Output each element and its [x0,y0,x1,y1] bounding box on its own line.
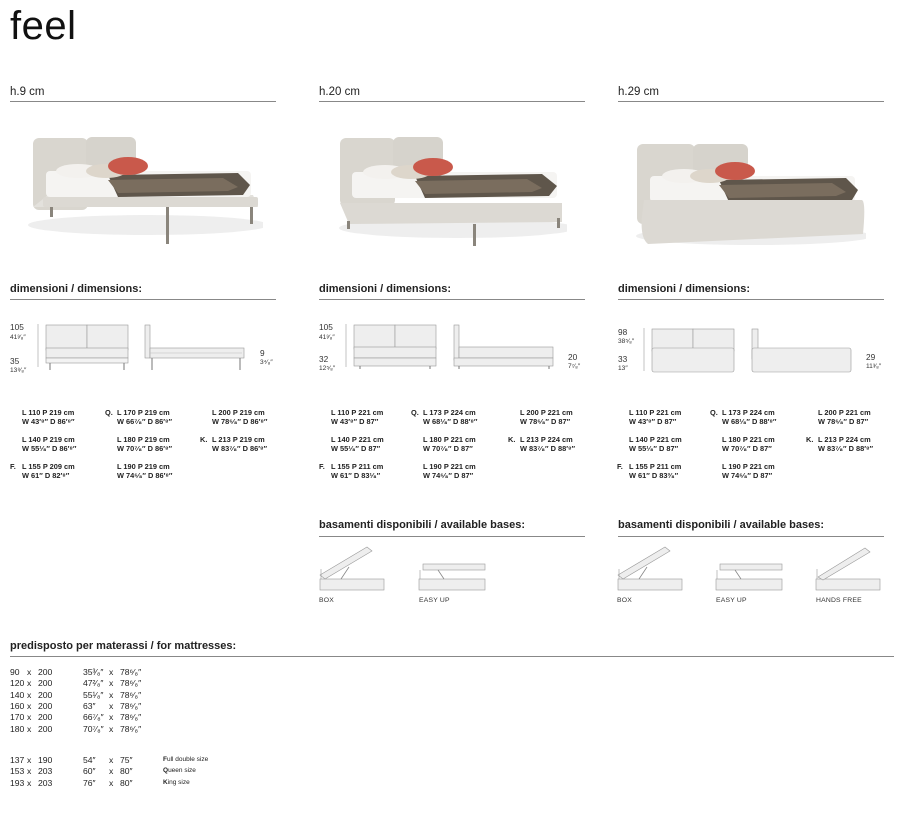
times-sign: x [27,689,32,700]
base-hands-free-icon [815,545,883,593]
size-item: L 200 P 219 cm W 78⁶⁄₈″ D 86′⁸″ [212,408,268,426]
size-item: L 190 P 221 cm W 74⁶⁄₈″ D 87″ [722,462,775,480]
base-cm: 35 [10,356,20,366]
size-item: Q. L 173 P 224 cm W 68¹⁄₈″ D 88′⁸″ [710,408,777,426]
divider [618,101,884,102]
dimensions-title-h9: dimensioni / dimensions: [10,283,143,295]
size-item: L 140 P 221 cm W 55¹⁄₈″ D 87″ [331,435,384,453]
column-title-h29: h.29 cm [618,86,659,98]
base-box-icon [319,545,387,593]
front-elevation-drawing [342,322,442,374]
dimensions-title-h20: dimensioni / dimensions: [319,283,452,295]
size-item: F. L 155 P 211 cm W 61″ D 83³⁄₈″ [617,462,682,480]
size-item: L 180 P 221 cm W 70⁷⁄₈″ D 87″ [423,435,476,453]
size-item: L 140 P 219 cm W 55¹⁄₈″ D 86′⁸″ [22,435,77,453]
times-sign: x [109,712,114,723]
size-item: L 180 P 219 cm W 70⁷⁄₈″ D 86′⁸″ [117,435,173,453]
times-sign: x [27,712,32,723]
mattress-width-in: 54″ [83,755,96,765]
mattress-width-in: 35³⁄₈″ [83,667,104,677]
base-box-icon [617,545,685,593]
mattress-length-in: 78⁶⁄₈″ [120,712,142,723]
foot-in: 11³⁄₈″ [866,363,882,370]
times-sign: x [109,700,114,711]
mattress-size-note [163,767,196,774]
base-easy-up-icon [418,560,486,593]
mattress-length-in: 75″ [120,755,133,765]
foot-cm: 9 [260,348,265,358]
size-item: L 140 P 221 cm W 55¹⁄₈″ D 87″ [629,435,682,453]
times-sign: x [109,723,114,734]
size-item: L 190 P 219 cm W 74⁶⁄₈″ D 86′⁸″ [117,462,173,480]
mattress-width-cm: 193 [10,777,25,788]
size-item: L 180 P 221 cm W 70⁷⁄₈″ D 87″ [722,435,775,453]
mattress-length-in: 78⁶⁄₈″ [120,723,142,734]
front-elevation-drawing [640,326,740,376]
mattress-width-cm: 180 [10,723,25,734]
mattress-width-cm: 140 [10,689,25,700]
mattress-width-in: 60″ [83,766,96,777]
foot-in: 7⁷⁄₈″ [568,363,581,370]
mattress-size-rest: ing size [167,778,190,786]
mattress-width-cm: 137 [10,755,25,765]
mattress-width-in: 55¹⁄₈″ [83,689,104,700]
bases-title-h20: basamenti disponibili / available bases: [319,519,526,531]
side-elevation-drawing [142,322,252,374]
mattress-width-cm: 153 [10,766,25,777]
times-sign: x [27,766,32,777]
mattress-length-in: 78⁶⁄₈″ [120,667,142,677]
divider [319,536,585,537]
size-item: F. L 155 P 209 cm W 61″ D 82′⁸″ [10,462,75,480]
times-sign: x [27,678,32,689]
foot-cm: 20 [568,352,578,362]
base-label-box: BOX [617,597,632,604]
mattresses-title: predisposto per materassi / for mattresses: [10,640,237,652]
base-cm: 33 [618,354,628,364]
bed-photo-h29 [634,138,866,250]
mattress-length-cm: 190 [38,755,53,765]
times-sign: x [109,755,114,765]
mattress-width-cm: 160 [10,700,25,711]
size-item: Q. L 170 P 219 cm W 66⁷⁄₈″ D 86′⁸″ [105,408,173,426]
divider [10,299,276,300]
mattress-width-in: 66⁷⁄₈″ [83,712,104,723]
times-sign: x [109,689,114,700]
mattress-length-in: 78⁶⁄₈″ [120,700,142,711]
brand-title: feel [10,4,77,48]
bases-title-h29: basamenti disponibili / available bases: [618,519,825,531]
height-cm: 98 [618,327,628,337]
height-cm: 105 [319,322,333,332]
mattress-width-in: 47²⁄₈″ [83,678,104,689]
mattress-length-cm: 200 [38,667,53,677]
base-in: 12⁵⁄₈″ [319,365,336,372]
mattress-size-initial: F [163,756,167,763]
bed-photo-h9 [28,125,263,247]
times-sign: x [109,777,114,788]
front-elevation-drawing [34,322,134,374]
height-cm: 105 [10,322,24,332]
foot-in: 3⁴⁄₈″ [260,359,273,366]
base-label-easy-up: EASY UP [716,597,747,604]
base-easy-up-icon [715,560,783,593]
height-in: 41³⁄₈″ [10,334,26,341]
times-sign: x [27,777,32,788]
mattress-length-cm: 200 [38,723,53,734]
foot-cm: 29 [866,352,876,362]
size-item: Q. L 173 P 224 cm W 68¹⁄₈″ D 88′⁸″ [411,408,478,426]
mattress-size-initial: K [163,778,168,786]
base-cm: 32 [319,354,329,364]
bed-photo-h20 [337,128,567,250]
mattress-length-cm: 203 [38,766,53,777]
mattress-width-in: 63″ [83,700,96,711]
times-sign: x [27,667,32,677]
base-label-hands-free: HANDS FREE [816,597,862,604]
mattress-width-cm: 120 [10,678,25,689]
mattress-length-cm: 200 [38,700,53,711]
divider [618,299,884,300]
mattress-width-cm: 90 [10,667,20,677]
mattress-table [10,667,310,797]
size-item: K. L 213 P 224 cm W 83⁷⁄₈″ D 88′⁸″ [806,435,874,453]
times-sign: x [27,755,32,765]
size-item: L 190 P 221 cm W 74⁶⁄₈″ D 87″ [423,462,476,480]
size-item: L 200 P 221 cm W 78⁶⁄₈″ D 87″ [818,408,871,426]
mattress-width-in: 76″ [83,777,96,788]
size-item: K. L 213 P 219 cm W 83⁷⁄₈″ D 86′⁸″ [200,435,268,453]
base-label-box: BOX [319,597,334,604]
base-in: 13″ [618,365,628,372]
base-in: 13⁸⁄₈″ [10,367,27,374]
mattress-length-cm: 200 [38,678,53,689]
mattress-size-rest: ueen size [168,767,196,775]
mattress-length-in: 78⁶⁄₈″ [120,678,142,689]
divider [319,101,585,102]
size-list-h29 [617,409,900,489]
times-sign: x [109,766,114,777]
mattress-size-note [163,779,190,786]
mattress-length-cm: 200 [38,712,53,723]
mattress-length-in: 80″ [120,777,133,788]
size-item: L 110 P 219 cm W 43′⁸″ D 86′⁸″ [22,408,75,426]
height-in: 41³⁄₈″ [319,334,335,341]
size-item: K. L 213 P 224 cm W 83⁷⁄₈″ D 88′⁸″ [508,435,576,453]
size-list-h9 [10,409,290,489]
divider [319,299,585,300]
base-label-easy-up: EASY UP [419,597,450,604]
divider [618,536,884,537]
size-item: L 110 P 221 cm W 43′⁸″ D 87″ [629,408,682,426]
times-sign: x [109,667,114,677]
side-elevation-drawing [749,326,859,376]
column-title-h9: h.9 cm [10,86,45,98]
mattress-width-in: 70⁷⁄₈″ [83,723,104,734]
size-item: L 110 P 221 cm W 43′⁸″ D 87″ [331,408,384,426]
height-in: 38⁵⁄₈″ [618,338,635,345]
mattress-width-cm: 170 [10,712,25,723]
size-item: F. L 155 P 211 cm W 61″ D 83¹⁄₈″ [319,462,384,480]
mattress-length-cm: 200 [38,689,53,700]
mattress-length-in: 80″ [120,766,133,777]
column-title-h20: h.20 cm [319,86,360,98]
times-sign: x [109,678,114,689]
mattress-size-initial: Q [163,767,169,775]
divider [10,101,276,102]
size-list-h20 [319,409,599,489]
mattress-size-note [163,756,208,763]
times-sign: x [27,700,32,711]
dimensions-title-h29: dimensioni / dimensions: [618,283,751,295]
mattress-length-in: 78⁶⁄₈″ [120,689,142,700]
times-sign: x [27,723,32,734]
size-item: L 200 P 221 cm W 78⁶⁄₈″ D 87″ [520,408,573,426]
divider [10,656,894,657]
side-elevation-drawing [451,322,561,374]
mattress-size-rest: ull double size [166,756,209,763]
mattress-length-cm: 203 [38,777,53,788]
